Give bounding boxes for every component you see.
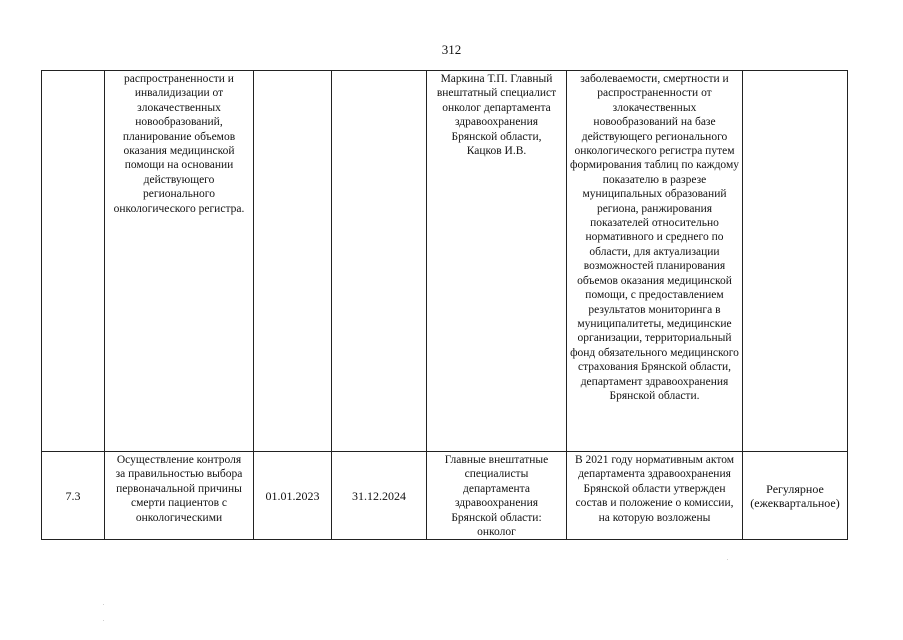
cell-responsible: Главные внештатные специалисты департамента здравоохранения Брянской области: онколог — [427, 452, 567, 540]
cell-start-date: 01.01.2023 — [254, 452, 332, 540]
scan-speck — [727, 559, 728, 560]
cell-end-date — [332, 71, 427, 452]
cell-number: 7.3 — [42, 452, 105, 540]
cell-result: В 2021 году нормативным актом департамента здравоохранения Брянской области утвержден состав и положение о комиссии, на которую возложены — [567, 452, 743, 540]
scan-speck — [103, 604, 104, 605]
cell-end-date: 31.12.2024 — [332, 452, 427, 540]
cell-start-date — [254, 71, 332, 452]
cell-periodicity — [743, 71, 848, 452]
cell-periodicity: Регулярное (ежеквартальное) — [743, 452, 848, 540]
cell-number — [42, 71, 105, 452]
scan-speck — [103, 620, 104, 621]
cell-activity: распространенности и инвалидизации от злокачественных новообразований, планирование объемов оказания медицинской помощи на основании действующего регионального онкологического регистра. — [105, 71, 254, 452]
cell-responsible: Маркина Т.П. Главный внештатный специалист онколог департамента здравоохранения Брянской области, Кацков И.В. — [427, 71, 567, 452]
cell-activity: Осуществление контроля за правильностью выбора первоначальной причины смерти пациентов с онкологическими — [105, 452, 254, 540]
cell-result: заболеваемости, смертности и распространенности от злокачественных новообразований на базе действующего регионального онкологического регистра путем формирования таблиц по каждому показателю в разрезе муниципальных образований региона, ранжирования показателей относительно нормативного и среднего по области, для актуализации возможностей планирования объемов оказания медицинской помощи, с предоставлением результатов мониторинга в муниципалитеты, медицинские организации, территориальный фонд обязательного медицинского страхования Брянской области, департамент здравоохранения Брянской области. — [567, 71, 743, 452]
table-row — [42, 71, 848, 452]
page-number: 312 — [441, 42, 462, 57]
table-row — [42, 452, 848, 540]
plan-table — [41, 70, 848, 540]
